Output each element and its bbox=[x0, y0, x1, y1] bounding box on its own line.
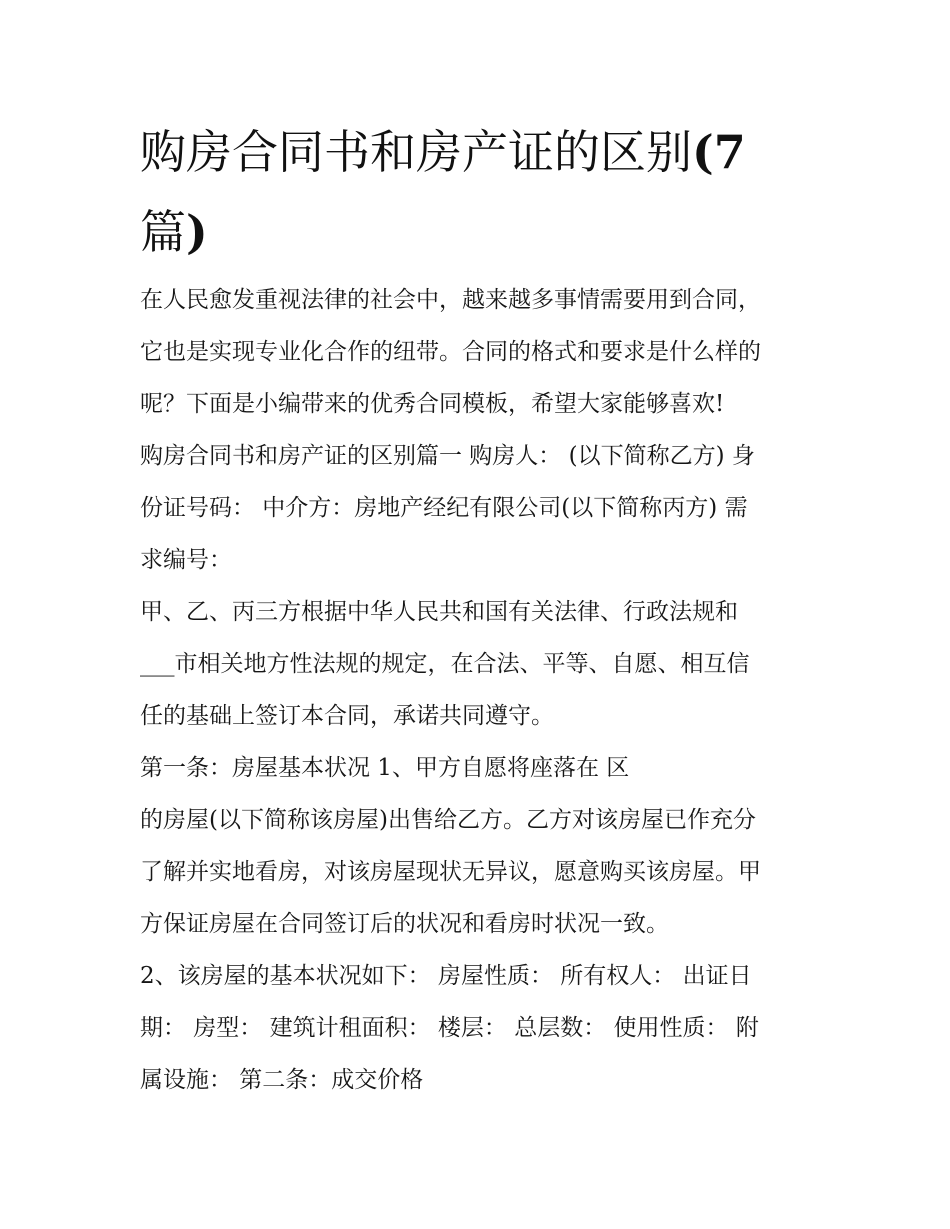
text-line: 份证号码： 中介方：房地产经纪有限公司(以下简称丙方) 需 bbox=[140, 495, 748, 521]
text-line: 它也是实现专业化合作的纽带。合同的格式和要求是什么样的 bbox=[140, 339, 761, 365]
text-line: 期： 房型： 建筑计租面积： 楼层： 总层数： 使用性质： 附 bbox=[140, 1015, 759, 1041]
intro-paragraph bbox=[140, 274, 830, 1106]
text-line: 2、该房屋的基本状况如下： 房屋性质： 所有权人： 出证日 bbox=[140, 963, 752, 989]
text-line: 方保证房屋在合同签订后的状况和看房时状况一致。 bbox=[140, 911, 669, 937]
text-line: 在人民愈发重视法律的社会中，越来越多事情需要用到合同， bbox=[140, 287, 761, 313]
text-line: 了解并实地看房，对该房屋现状无异议，愿意购买该房屋。甲 bbox=[140, 859, 761, 885]
title-line-2: 篇) bbox=[140, 205, 208, 259]
text-line: ___市相关地方性法规的规定，在合法、平等、自愿、相互信 bbox=[140, 651, 750, 677]
text-line: 甲、乙、丙三方根据中华人民共和国有关法律、行政法规和 bbox=[140, 599, 738, 625]
document-title bbox=[140, 112, 820, 272]
text-line: 任的基础上签订本合同，承诺共同遵守。 bbox=[140, 703, 554, 729]
text-line: 属设施： 第二条：成交价格 bbox=[140, 1067, 424, 1093]
text-line: 的房屋(以下简称该房屋)出售给乙方。乙方对该房屋已作充分 bbox=[140, 807, 756, 833]
title-line-1: 购房合同书和房产证的区别(7 bbox=[140, 125, 746, 179]
text-line: 求编号： bbox=[140, 547, 232, 573]
text-line: 购房合同书和房产证的区别篇一 购房人： (以下简称乙方) 身 bbox=[140, 443, 755, 469]
text-line: 呢？下面是小编带来的优秀合同模板，希望大家能够喜欢! bbox=[140, 391, 725, 417]
text-line: 第一条：房屋基本状况 1、甲方自愿将座落在 区 bbox=[140, 755, 630, 781]
